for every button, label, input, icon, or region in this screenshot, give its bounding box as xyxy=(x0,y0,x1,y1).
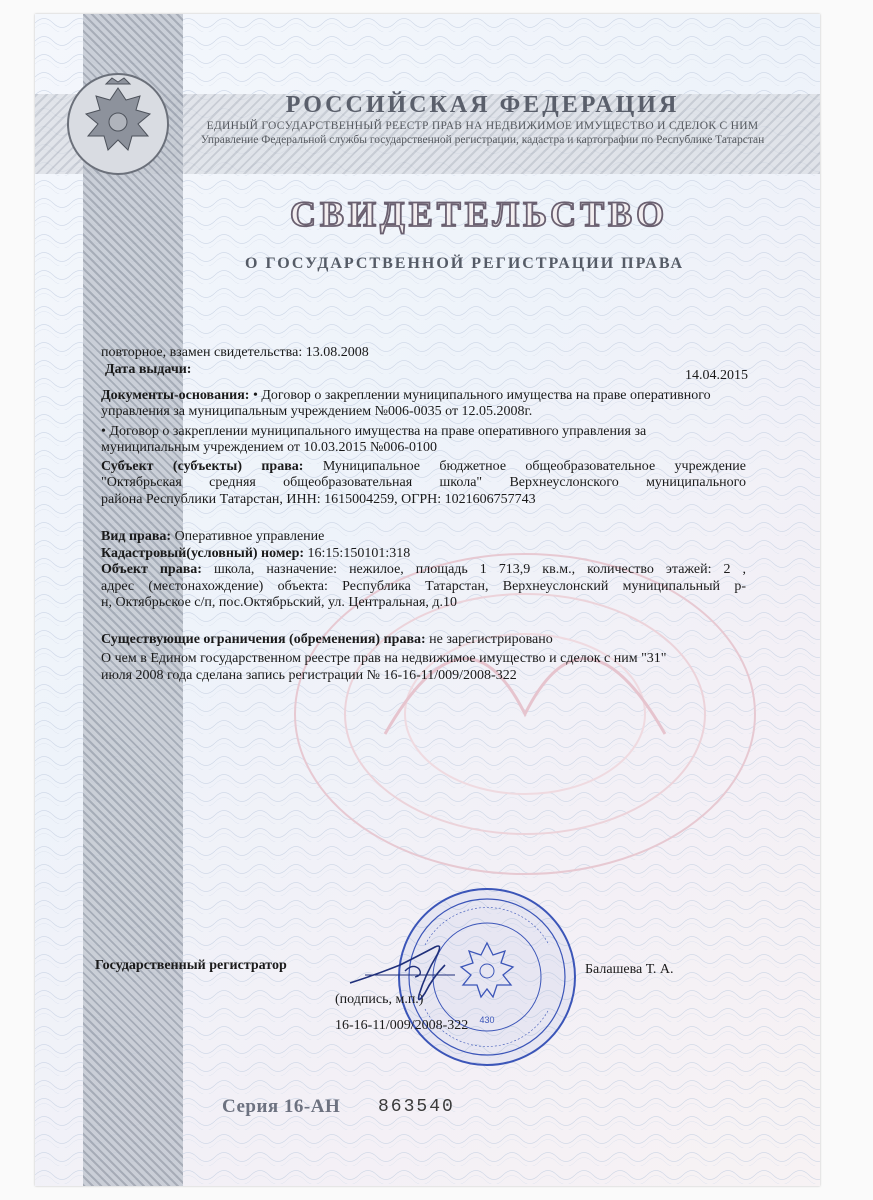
restrictions-value: не зарегистрировано xyxy=(429,631,553,647)
certificate-title: СВИДЕТЕЛЬСТВО xyxy=(290,194,669,234)
department-name: Управление Федеральной службы государственной регистрации, кадастра и картографии по Республике Татарстан xyxy=(200,134,765,146)
subject-text-1: Муниципальное бюджетное общеобразовательное учреждение xyxy=(322,458,747,474)
handwritten-signature xyxy=(345,935,465,1015)
object-line-2: адрес (местонахождение) объекта: Республика Татарстан, Верхнеуслонский муниципальный р- xyxy=(101,578,746,594)
registrar-name: Балашева Т. А. xyxy=(585,962,674,977)
issue-date-row xyxy=(101,361,748,383)
restrictions-label: Существующие ограничения (обременения) права: xyxy=(101,631,426,647)
signature-caption: (подпись, м.п.) xyxy=(335,992,424,1007)
cadastral-line xyxy=(101,546,746,563)
series-label: Серия 16-АН xyxy=(222,1096,341,1117)
registrar-title: Государственный регистратор xyxy=(95,958,287,973)
object-line-1 xyxy=(101,562,746,579)
document-header xyxy=(190,92,775,146)
object-text-1: школа, назначение: нежилое, площадь 1 713,9 кв.м., количество этажей: 2 , xyxy=(213,562,747,577)
documents-label: Документы-основания: xyxy=(101,387,250,403)
subject-line-1 xyxy=(101,459,746,476)
registration-number: 16-16-11/009/2008-322 xyxy=(335,1018,469,1033)
object-line-3: н, Октябрьское с/п, пос.Октябрьский, ул. Центральная, д.10 xyxy=(101,595,458,610)
subject-line-3: района Республики Татарстан, ИНН: 1615004259, ОГРН: 1021606757743 xyxy=(101,491,536,507)
country-title: РОССИЙСКАЯ ФЕДЕРАЦИЯ xyxy=(285,92,680,118)
seal-number: 430 xyxy=(479,1015,495,1025)
certificate-body xyxy=(101,345,746,684)
series-number: 863540 xyxy=(378,1097,455,1117)
subject-label: Субъект (субъекты) права: xyxy=(101,458,304,474)
registry-name: ЕДИНЫЙ ГОСУДАРСТВЕННЫЙ РЕЕСТР ПРАВ НА НЕДВИЖИМОЕ ИМУЩЕСТВО И СДЕЛОК С НИМ xyxy=(206,120,759,132)
coat-of-arms-emblem xyxy=(62,70,174,178)
right-type-value: Оперативное управление xyxy=(174,529,325,544)
document-item-1: • Договор о закреплении муниципального имущества на праве оперативного управления за муниципальным учреждением №006-0035 от 12.05.2008г. xyxy=(101,387,711,419)
cadastral-label: Кадастровый(условный) номер: xyxy=(101,545,305,561)
restrictions-line xyxy=(101,632,746,649)
repeat-note: повторное, взамен свидетельства: 13.08.2008 xyxy=(101,345,369,360)
issue-date-label: Дата выдачи: xyxy=(105,361,192,377)
documents-paragraph xyxy=(101,388,746,421)
issue-date-value: 14.04.2015 xyxy=(685,367,748,383)
right-type-label: Вид права: xyxy=(101,529,172,544)
record-line-2: июля 2008 года сделана запись регистрации № 16-16-11/009/2008-322 xyxy=(101,667,517,683)
document-item-2: • Договор о закреплении муниципального имущества на праве оперативного управления за муниципальным учреждением от 10.03.2015 №006-0100 xyxy=(101,423,647,455)
record-line-1: О чем в Едином государственном реестре прав на недвижимое имущество и сделок с ним "31" xyxy=(101,651,667,666)
object-label: Объект права: xyxy=(101,562,202,577)
cadastral-number: 16:15:150101:318 xyxy=(307,545,411,561)
right-type-line xyxy=(101,529,746,546)
certificate-subtitle: О ГОСУДАРСТВЕННОЙ РЕГИСТРАЦИИ ПРАВА xyxy=(245,255,685,272)
subject-line-2: "Октябрьская средняя общеобразовательная школа" Верхнеуслонского муниципального xyxy=(101,475,746,490)
